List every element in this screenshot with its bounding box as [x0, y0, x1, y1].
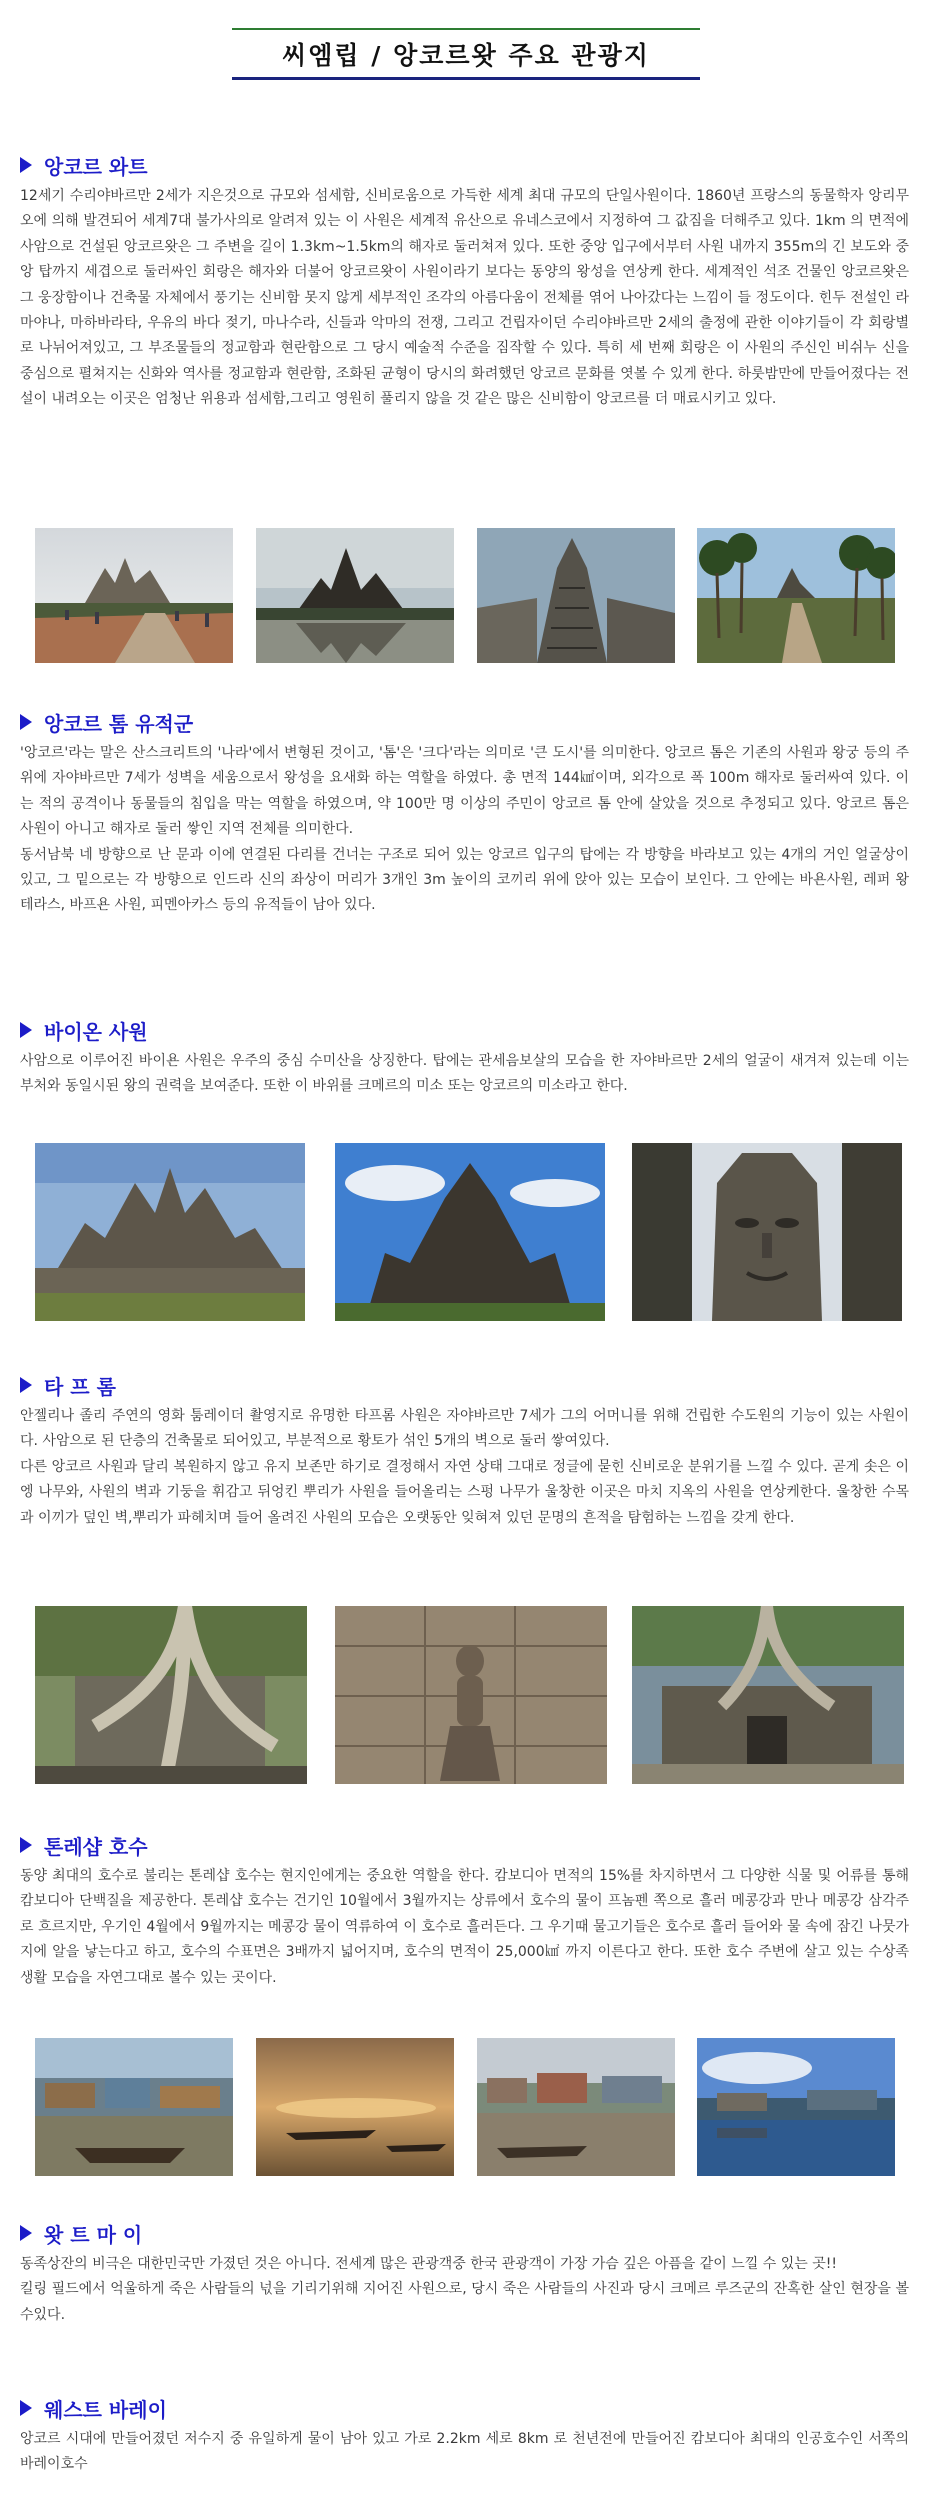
section-heading: [20, 1830, 909, 1860]
angkor-wat-tower-stairs-photo: [477, 528, 675, 663]
section-heading: [20, 2393, 909, 2423]
page-title-box: [232, 28, 700, 80]
triangle-bullet-icon: [20, 1837, 32, 1853]
triangle-bullet-icon: [20, 2400, 32, 2416]
section-title: 바이온 사원: [44, 1019, 148, 1044]
section-paragraph: 동서남북 네 방향으로 난 문과 이에 연결된 다리를 건너는 구조로 되어 있는 앙코르 입구의 탑에는 각 방향을 바라보고 있는 4개의 거인 얼굴상이 있고, 그 밑으로는 각 방향으로 인드라 신의 좌상이 머리가 3개인 3m 높이의 코끼리 위에 앉아 있는 모습이 보인다. 그 안에는 바욘사원, 레퍼 왕 테라스, 바프욘 사원, 피멘아카스 등의 유적들이 남아 있다.: [20, 846, 909, 914]
section-paragraph: 앙코르 시대에 만들어졌던 저수지 중 유일하게 물이 남아 있고 가로 2.2km 세로 8km 로 천년전에 만들어진 캄보디아 최대의 인공호수인 서쪽의 바레이호수: [20, 2431, 909, 2473]
section-heading: [20, 1015, 909, 1045]
triangle-bullet-icon: [20, 2225, 32, 2241]
section-wat-thmey: [20, 2218, 909, 2328]
section-title: 타 프 롬: [44, 1374, 116, 1399]
section-paragraph: '앙코르'라는 말은 산스크리트의 '나라'에서 변형된 것이고, '톰'은 '크다'라는 의미로 '큰 도시'를 의미한다. 앙코르 톰은 기존의 사원과 왕궁 등의 주위에 자야바르만 7세가 성벽을 세움으로서 왕성을 요새화 하는 역할을 하였다. 총 면적 144㎢이며, 외각으로 폭 100m 해자로 둘러싸여 있다. 이는 적의 공격이나 동물들의 침입을 막는 역할을 하였으며, 약 100만 명 이상의 주민이 앙코르 톰 안에 살았을 것으로 추정되고 있다. 앙코르 톰은 사원이 아니고 해자로 둘러 쌓인 지역 전체를 의미한다.: [20, 745, 909, 838]
section-heading: [20, 707, 909, 737]
angkor-wat-causeway-photo: [35, 528, 233, 663]
angkor-wat-reflection-photo: [256, 528, 454, 663]
section-angkor-wat: [20, 150, 909, 413]
section-paragraph: 다른 앙코르 사원과 달리 복원하지 않고 유지 보존만 하기로 결정해서 자연 상태 그대로 정글에 묻힌 신비로운 분위기를 느낄 수 있다. 곧게 솟은 이엥 나무와, 사원의 벽과 기둥을 휘감고 뒤엉킨 뿌리가 사원을 들어올리는 스펑 나무가 울창한 이곳은 마치 지옥의 사원을 연상케한다. 울창한 수목과 이끼가 덮인 벽,뿌리가 파헤치며 들어 올려진 사원의 모습은 오랫동안 잊혀져 있던 문명의 흔적을 탐험하는 느낌을 갖게 한다.: [20, 1458, 909, 1526]
section-ta-prohm: [20, 1370, 909, 1531]
section-title: 톤레샵 호수: [44, 1834, 148, 1859]
tonle-sap-lake-reflection-photo: [697, 2038, 895, 2176]
tonle-sap-stilt-houses-photo: [477, 2038, 675, 2176]
triangle-bullet-icon: [20, 714, 32, 730]
angkor-wat-palm-path-photo: [697, 528, 895, 663]
section-title: 앙코르 와트: [44, 154, 148, 179]
section-heading: [20, 2218, 909, 2248]
section-tonle-sap: [20, 1830, 909, 1991]
section-paragraph: 킬링 필드에서 억울하게 죽은 사람들의 넋을 기리기위해 지어진 사원으로, 당시 죽은 사람들의 사진과 당시 크메르 루즈군의 잔혹한 살인 현장을 볼수있다.: [20, 2281, 909, 2323]
triangle-bullet-icon: [20, 1022, 32, 1038]
section-angkor-thom: [20, 707, 909, 919]
section-paragraph: 12세기 수리야바르만 2세가 지은것으로 규모와 섬세함, 신비로움으로 가득한 세계 최대 규모의 단일사원이다. 1860년 프랑스의 동물학자 앙리무오에 의해 발견되어 세계7대 불가사의로 알려져 있는 이 사원은 세계적 유산으로 유네스코에서 지정하여 그 값짐을 더해주고 있다. 1km 의 면적에 사암으로 건설된 앙코르왓은 그 주변을 길이 1.3km~1.5km의 해자로 둘러쳐져 있다. 또한 중앙 입구에서부터 사원 내까지 355m의 긴 보도와 중앙 탑까지 세겹으로 둘러싸인 회랑은 해자와 더불어 앙코르왓이 사원이라기 보다는 동양의 왕성을 연상케 한다. 세계적인 석조 건물인 앙코르왓은 그 웅장함이나 건축물 자체에서 풍기는 신비함 못지 않게 세부적인 조각의 아름다움이 전체를 엮어 나아갔다는 느낌이 들 정도이다. 힌두 전설인 라마야나, 마하바라타, 우유의 바다 젖기, 마나수라, 신들과 악마의 전쟁, 그리고 건립자이던 수리야바르만 2세의 출정에 관한 이야기들이 각 회랑별로 나뉘어져있고, 그 부조물들의 정교함과 현란함으로 그 당시 예술적 수준을 짐작할 수 있다. 특히 세 번째 회랑은 이 사원의 주신인 비쉬누 신을 중심으로 펼쳐지는 신화와 역사를 정교함과 현란함, 조화된 균형이 당시의 화려했던 앙코르 문화를 엿볼 수 있게 한다. 하룻밤만에 만들어졌다는 전설이 내려오는 이곳은 엄청난 위용과 섬세함,그리고 영원히 풀리지 않을 것 같은 많은 신비함이 앙코르를 더 매료시키고 있다.: [20, 188, 909, 408]
section-paragraph: 사암으로 이루어진 바이욘 사원은 우주의 중심 수미산을 상징한다. 탑에는 관세음보살의 모습을 한 자야바르만 2세의 얼굴이 새겨져 있는데 이는 부처와 동일시된 왕의 권력을 보여준다. 또한 이 바위를 크메르의 미소 또는 앙코르의 미소라고 한다.: [20, 1053, 909, 1095]
bayon-stone-face-photo: [632, 1143, 902, 1321]
section-west-baray: [20, 2393, 909, 2478]
section-heading: [20, 1370, 909, 1400]
section-title: 앙코르 톰 유적군: [44, 711, 194, 736]
section-paragraph: 동족상잔의 비극은 대한민국만 가졌던 것은 아니다. 전세계 많은 관광객중 한국 관광객이 가장 가슴 깊은 아픔을 같이 느낄 수 있는 곳!!: [20, 2256, 837, 2272]
section-title: 왓 트 마 이: [44, 2222, 143, 2247]
section-title: 웨스트 바레이: [44, 2397, 167, 2422]
section-paragraph: 안젤리나 졸리 주연의 영화 툼레이더 촬영지로 유명한 타프롬 사원은 자야바르만 7세가 그의 어머니를 위해 건립한 수도원의 기능이 있는 사원이다. 사암으로 된 단층의 건축물로 되어있고, 부분적으로 황토가 섞인 5개의 벽으로 둘러 쌓여있다.: [20, 1408, 909, 1450]
ta-prohm-apsara-carving-photo: [335, 1606, 607, 1784]
triangle-bullet-icon: [20, 1377, 32, 1393]
triangle-bullet-icon: [20, 157, 32, 173]
page-title: 씨엠립 / 앙코르왓 주요 관광지: [282, 40, 650, 70]
section-paragraph: 동양 최대의 호수로 불리는 톤레샵 호수는 현지인에게는 중요한 역할을 한다. 캄보디아 면적의 15%를 차지하면서 그 다양한 식물 및 어류를 통해 캄보디아 단백질을 제공한다. 톤레샵 호수는 건기인 10월에서 3월까지는 상류에서 호수의 물이 프놈펜 쪽으로 흘러 메콩강과 만나 메콩강 삼각주로 흐르지만, 우기인 4월에서 9월까지는 메콩강 물이 역류하여 이 호수로 흘러든다. 그 우기때 물고기들은 호수로 흘러 들어와 물 속에 잠긴 나뭇가지에 알을 낳는다고 하고, 호수의 수표면은 3배까지 넓어지며, 호수의 면적이 25,000㎢ 까지 이른다고 한다. 또한 호수 주변에 살고 있는 수상족 생활 모습을 자연그대로 볼수 있는 곳이다.: [20, 1868, 909, 1986]
section-heading: [20, 150, 909, 180]
ta-prohm-tree-gate-photo: [632, 1606, 904, 1784]
tonle-sap-sunset-photo: [256, 2038, 454, 2176]
tonle-sap-floating-village-photo: [35, 2038, 233, 2176]
ta-prohm-tree-roots-photo: [35, 1606, 307, 1784]
bayon-towers-blue-sky-photo: [335, 1143, 605, 1321]
bayon-temple-photo: [35, 1143, 305, 1321]
section-bayon: [20, 1015, 909, 1100]
